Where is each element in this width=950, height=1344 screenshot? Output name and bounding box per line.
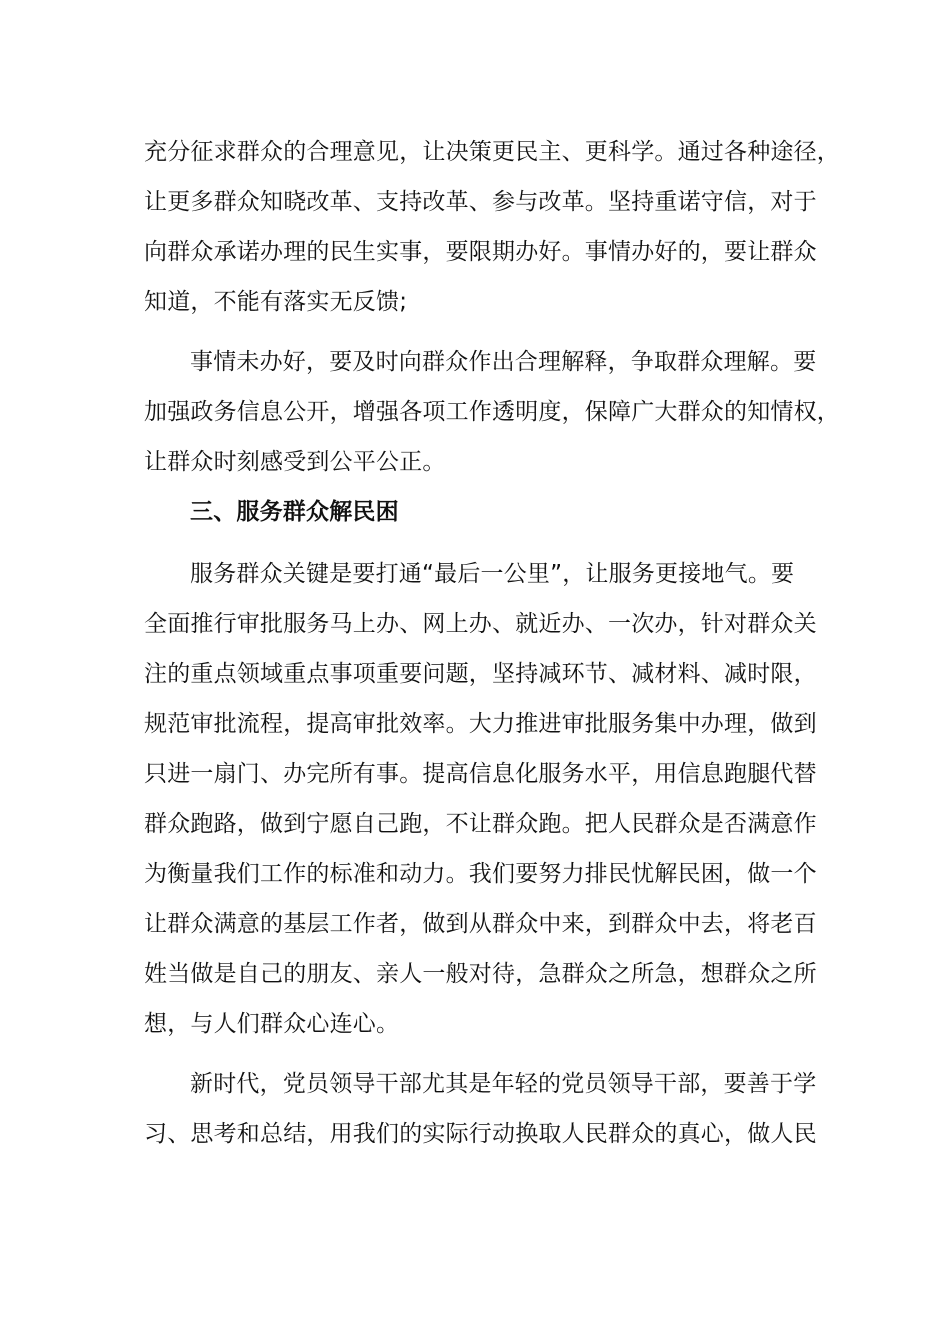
text-line: 群众跑路，做到宁愿自己跑，不让群众跑。把人民群众是否满意作 <box>144 811 817 837</box>
text-line: 注的重点领域重点事项重要问题，坚持减环节、减材料、减时限， <box>144 661 817 687</box>
section-heading: 三、服务群众解民困 <box>190 499 399 525</box>
text-line: 知道，不能有落实无反馈; <box>144 289 408 315</box>
text-line: 全面推行审批服务马上办、网上办、就近办、一次办，针对群众关 <box>144 611 817 637</box>
text-line: 服务群众关键是要打通“最后一公里”，让服务更接地气。要 <box>190 561 795 587</box>
text-line: 让更多群众知晓改革、支持改革、参与改革。坚持重诺守信，对于 <box>144 189 817 215</box>
text-line: 姓当做是自己的朋友、亲人一般对待，急群众之所急，想群众之所 <box>144 961 817 987</box>
text-line: 让群众满意的基层工作者，做到从群众中来，到群众中去，将老百 <box>144 911 817 937</box>
text-line: 让群众时刻感受到公平公正。 <box>144 449 446 475</box>
text-line: 习、思考和总结，用我们的实际行动换取人民群众的真心，做人民 <box>144 1121 817 1147</box>
text-line: 只进一扇门、办完所有事。提高信息化服务水平，用信息跑腿代替 <box>144 761 817 787</box>
text-line: 想，与人们群众心连心。 <box>144 1011 400 1037</box>
text-line: 加强政务信息公开，增强各项工作透明度，保障广大群众的知情权， <box>144 399 840 425</box>
text-line: 新时代，党员领导干部尤其是年轻的党员领导干部，要善于学 <box>190 1071 817 1097</box>
text-line: 充分征求群众的合理意见，让决策更民主、更科学。通过各种途径， <box>144 139 840 165</box>
text-line: 向群众承诺办理的民生实事，要限期办好。事情办好的，要让群众 <box>144 239 817 265</box>
text-line: 为衡量我们工作的标准和动力。我们要努力排民忧解民困，做一个 <box>144 861 817 887</box>
text-line: 事情未办好，要及时向群众作出合理解释，争取群众理解。要 <box>190 349 817 375</box>
text-line: 规范审批流程，提高审批效率。大力推进审批服务集中办理，做到 <box>144 711 817 737</box>
